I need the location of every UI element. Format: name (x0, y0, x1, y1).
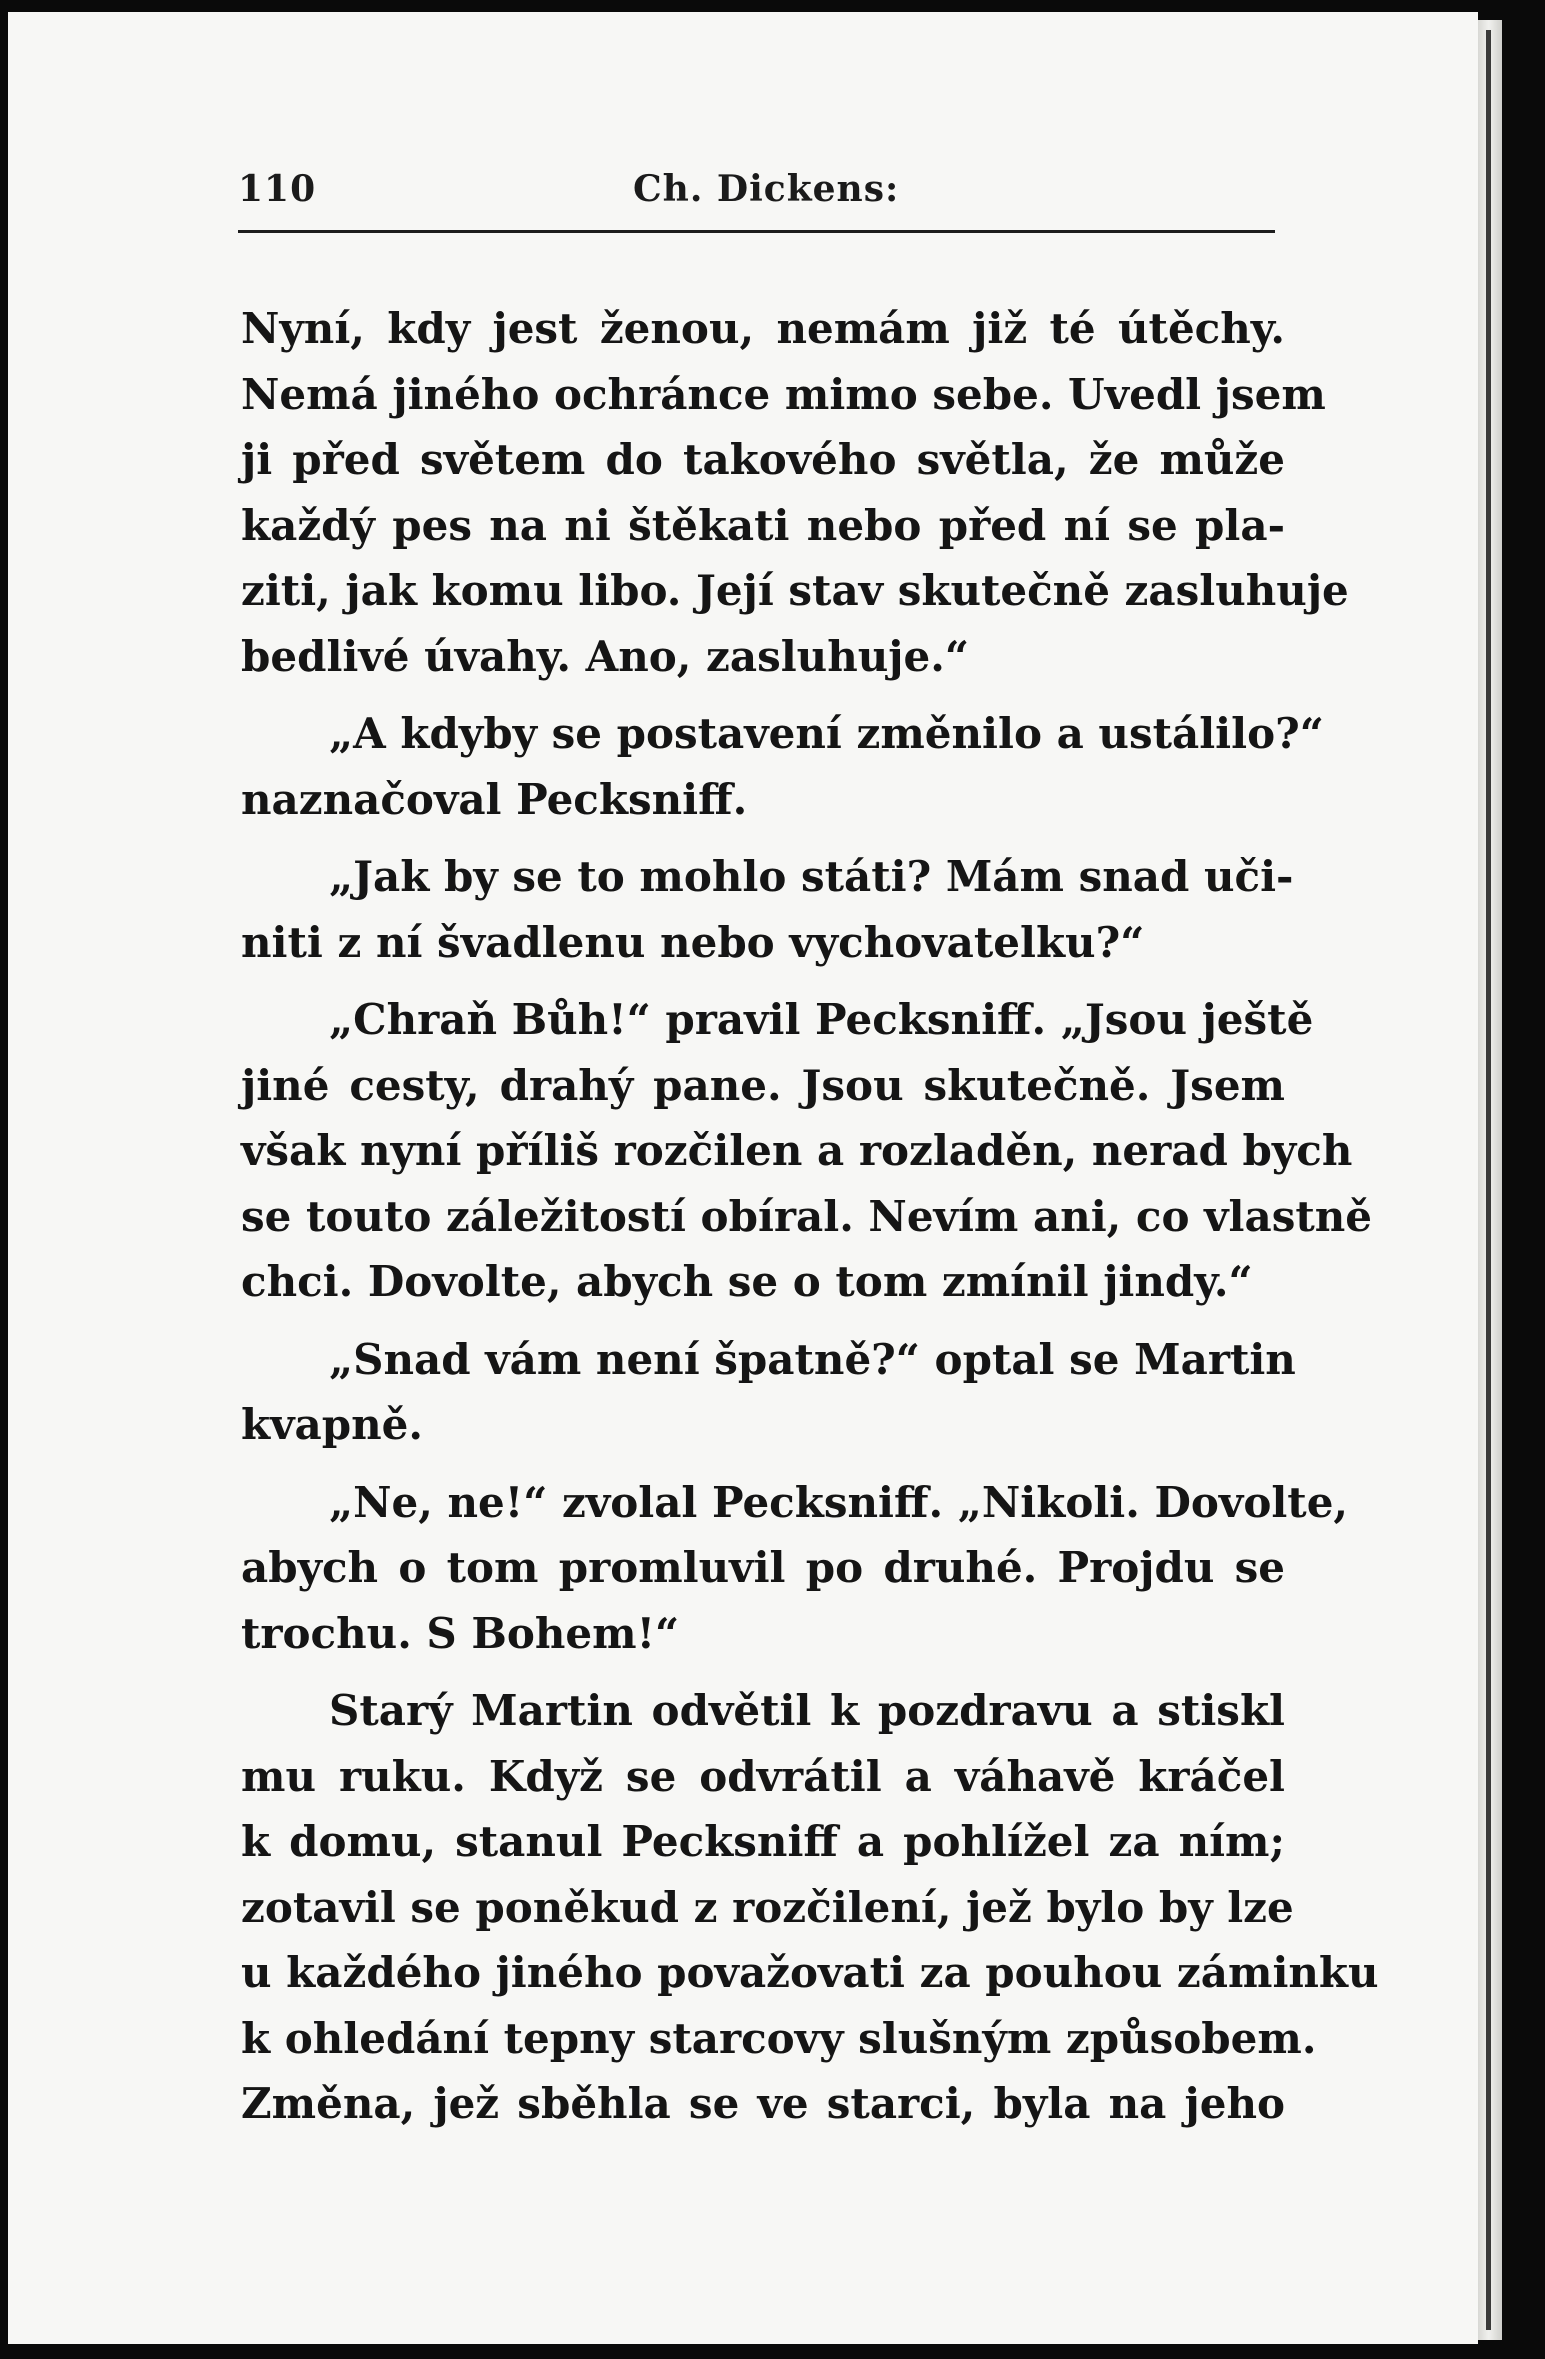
text-line: však nyní příliš rozčilen a rozladěn, nerad bych (241, 1126, 1353, 1175)
text-line: každý pes na ni štěkati nebo před ní se pla- (241, 500, 1285, 550)
text-line: bedlivé úvahy. Ano, zasluhuje.“ (241, 631, 969, 681)
paragraph (241, 987, 1373, 1315)
text-line: naznačoval Pecksniff. (241, 774, 748, 824)
paragraph (241, 1327, 1296, 1458)
body-text (241, 296, 1379, 2137)
text-line: chci. Dovolte, abych se o tom zmínil jindy.“ (241, 1257, 1253, 1306)
text-line: „Jak by se to mohlo státi? Mám snad uči- (329, 852, 1294, 901)
page-number: 110 (238, 168, 317, 210)
page-header (238, 168, 1275, 228)
paragraph-gap (241, 1458, 1285, 1470)
text-line: Nyní, kdy jest ženou, nemám již té útěchy. (241, 304, 1285, 353)
text-line: k ohledání tepny starcovy slušným způsobem. (241, 2013, 1317, 2063)
text-line: zotavil se poněkud z rozčilení, jež bylo by lze (241, 1882, 1294, 1932)
paragraph-gap (241, 832, 1285, 844)
running-head: Ch. Dickens: (633, 168, 900, 210)
text-line: Starý Martin odvětil k pozdravu a stiskl (329, 1686, 1285, 1735)
header-rule (238, 230, 1275, 233)
paragraph (241, 701, 1324, 832)
paragraph-gap (241, 1315, 1285, 1327)
paragraph (241, 296, 1349, 689)
paragraph-gap (241, 975, 1285, 987)
text-line: k domu, stanul Pecksniff a pohlížel za ním; (241, 1817, 1285, 1866)
text-line: Změna, jež sběhla se ve starci, byla na jeho (241, 2079, 1285, 2128)
text-line: Nemá jiného ochránce mimo sebe. Uvedl jsem (241, 369, 1326, 419)
text-line: jiné cesty, drahý pane. Jsou skutečně. Jsem (241, 1060, 1285, 1110)
text-line: „A kdyby se postavení změnilo a ustálilo?“ (329, 709, 1324, 758)
text-line: „Snad vám není špatně?“ optal se Martin (329, 1334, 1296, 1384)
paragraph-gap (241, 1666, 1285, 1678)
text-line: kvapně. (241, 1400, 423, 1449)
paragraph (241, 1678, 1379, 2137)
text-line: u každého jiného považovati za pouhou záminku (241, 1948, 1379, 1997)
text-line: „Chraň Bůh!“ pravil Pecksniff. „Jsou ještě (329, 995, 1314, 1044)
page-edge-shadow (1486, 30, 1491, 2330)
paragraph-gap (241, 689, 1285, 701)
text-line: mu ruku. Když se odvrátil a váhavě kráčel (241, 1751, 1285, 1801)
text-line: trochu. S Bohem!“ (241, 1608, 680, 1658)
text-line: „Ne, ne!“ zvolal Pecksniff. „Nikoli. Dovolte, (329, 1477, 1349, 1527)
text-line: ji před světem do takového světla, že může (241, 435, 1285, 484)
text-line: se touto záležitostí obíral. Nevím ani, co vlastně (241, 1191, 1373, 1241)
text-line: niti z ní švadlenu nebo vychovatelku?“ (241, 917, 1145, 967)
text-line: ziti, jak komu libo. Její stav skutečně zasluhuje (241, 566, 1349, 615)
paragraph (241, 844, 1294, 975)
text-line: abych o tom promluvil po druhé. Projdu se (241, 1543, 1285, 1592)
paragraph (241, 1470, 1349, 1667)
